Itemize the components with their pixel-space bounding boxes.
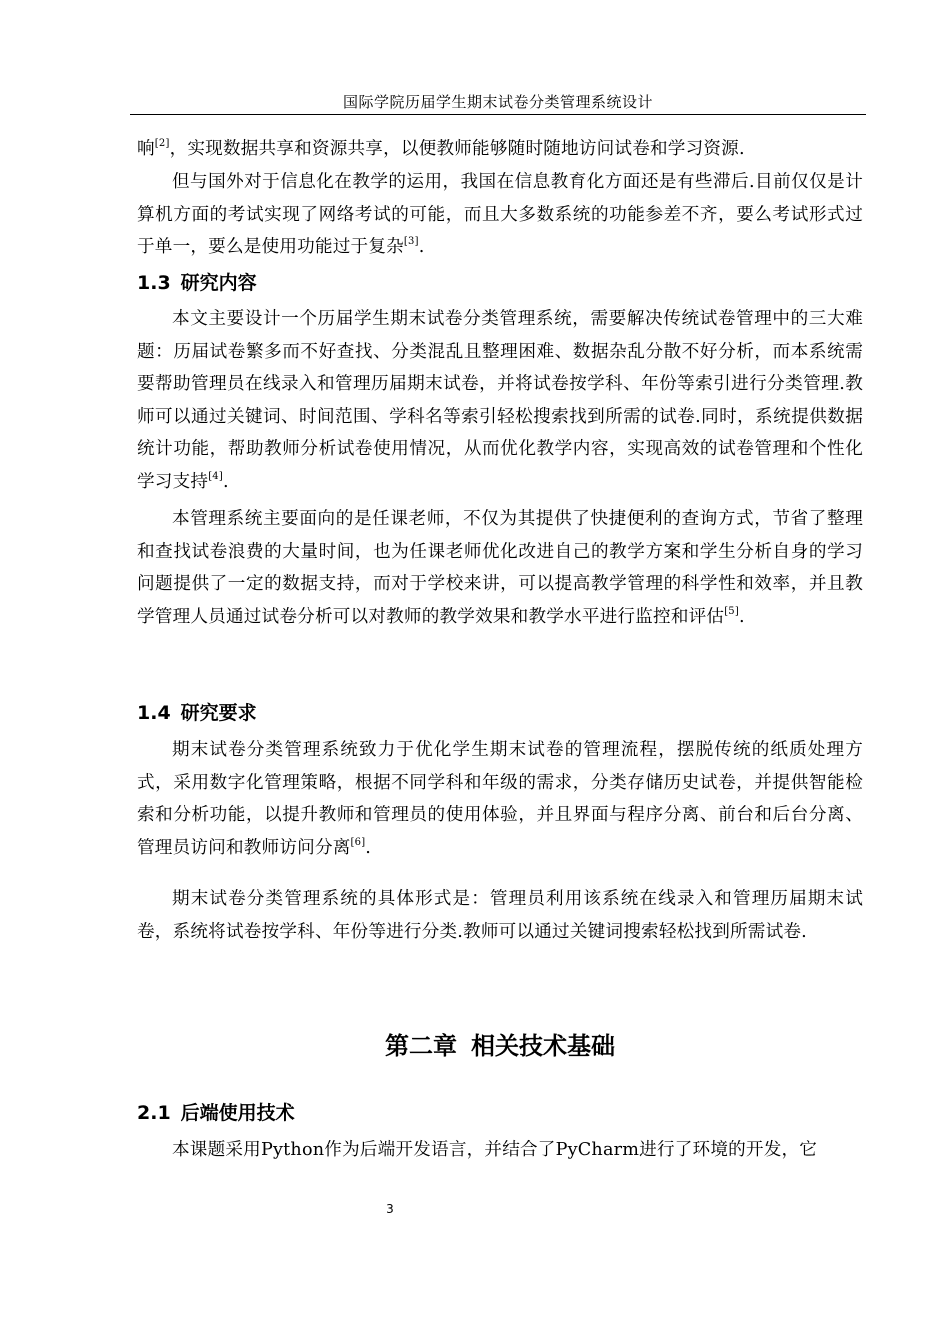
paragraph-text: 本课题采用Python作为后端开发语言，并结合了PyCharm进行了环境的开发，它 xyxy=(172,1140,818,1160)
section-number: 2.1 xyxy=(137,1102,171,1124)
citation: [3] xyxy=(403,236,419,248)
chapter-number: 第二章 xyxy=(385,1032,457,1060)
section-number: 1.3 xyxy=(137,272,171,294)
section-heading-1-3 xyxy=(137,270,257,296)
paragraph-text: 但与国外对于信息化在教学的运用，我国在信息教育化方面还是有些滞后.目前仅仅是计算机方面的考试实现了网络考试的可能，而且大多数系统的功能参差不齐，要么考试形式过于单一，要么是使用功能过于复杂 xyxy=(137,172,863,258)
citation: [2] xyxy=(154,138,170,149)
paragraph-text-end: . xyxy=(222,471,229,492)
paragraph-continued xyxy=(137,133,863,166)
section-title: 研究要求 xyxy=(180,702,257,724)
section-heading-1-4 xyxy=(137,700,257,726)
running-header: 国际学院历届学生期末试卷分类管理系统设计 xyxy=(342,93,653,111)
section-title: 后端使用技术 xyxy=(180,1102,295,1124)
section-number: 1.4 xyxy=(137,702,171,724)
paragraph-text: 期末试卷分类管理系统致力于优化学生期末试卷的管理流程，摆脱传统的纸质处理方式，采用数字化管理策略，根据不同学科和年级的需求，分类存储历史试卷，并提供智能检索和分析功能，以提升教师和管理员的使用体验，并且界面与程序分离、前台和后台分离、管理员访问和教师访问分离 xyxy=(137,740,863,858)
header-rule xyxy=(130,114,866,115)
chapter-title xyxy=(137,1030,863,1062)
paragraph-text-end: . xyxy=(365,837,372,858)
paragraph-text: 响 xyxy=(137,139,155,159)
paragraph-research-content xyxy=(137,303,863,499)
citation: [4] xyxy=(208,470,223,482)
paragraph-system-form xyxy=(137,883,863,948)
page-number: 3 xyxy=(386,1202,394,1216)
paragraph-research-requirements xyxy=(137,734,863,864)
paragraph-text-end: . xyxy=(738,606,745,627)
paragraph-text: 期末试卷分类管理系统的具体形式是：管理员利用该系统在线录入和管理历届期末试卷，系统将试卷按学科、年份等进行分类.教师可以通过关键词搜索轻松找到所需试卷. xyxy=(137,889,863,942)
section-title: 研究内容 xyxy=(180,272,257,294)
paragraph-text: 本管理系统主要面向的是任课老师，不仅为其提供了快捷便利的查询方式，节省了整理和查找试卷浪费的大量时间，也为任课老师优化改进自己的教学方案和学生分析自身的学习问题提供了一定的数据支持，而对于学校来讲，可以提高教学管理的科学性和效率，并且教学管理人员通过试卷分析可以对教师的教学效果和教学水平进行监控和评估 xyxy=(137,509,863,627)
paragraph-system-audience xyxy=(137,503,863,633)
paragraph-text-end: ，实现数据共享和资源共享，以便教师能够随时随地访问试卷和学习资源. xyxy=(169,139,745,159)
citation: [6] xyxy=(350,836,366,848)
paragraph-backend-tech xyxy=(137,1134,863,1167)
chapter-name: 相关技术基础 xyxy=(471,1032,615,1060)
paragraph-text: 本文主要设计一个历届学生期末试卷分类管理系统，需要解决传统试卷管理中的三大难题：历届试卷繁多而不好查找、分类混乱且整理困难、数据杂乱分散不好分析，而本系统需要帮助管理员在线录入和管理历届期末试卷，并将试卷按学科、年份等索引进行分类管理.教师可以通过关键词、时间范围、学科名等索引轻松搜索找到所需的试卷.同时，系统提供数据统计功能，帮助教师分析试卷使用情况，从而优化教学内容，实现高效的试卷管理和个性化学习支持 xyxy=(137,309,863,492)
section-heading-2-1 xyxy=(137,1100,295,1126)
paragraph-domestic-status xyxy=(137,166,863,264)
citation: [5] xyxy=(724,605,739,617)
paragraph-text-end: . xyxy=(418,237,425,258)
